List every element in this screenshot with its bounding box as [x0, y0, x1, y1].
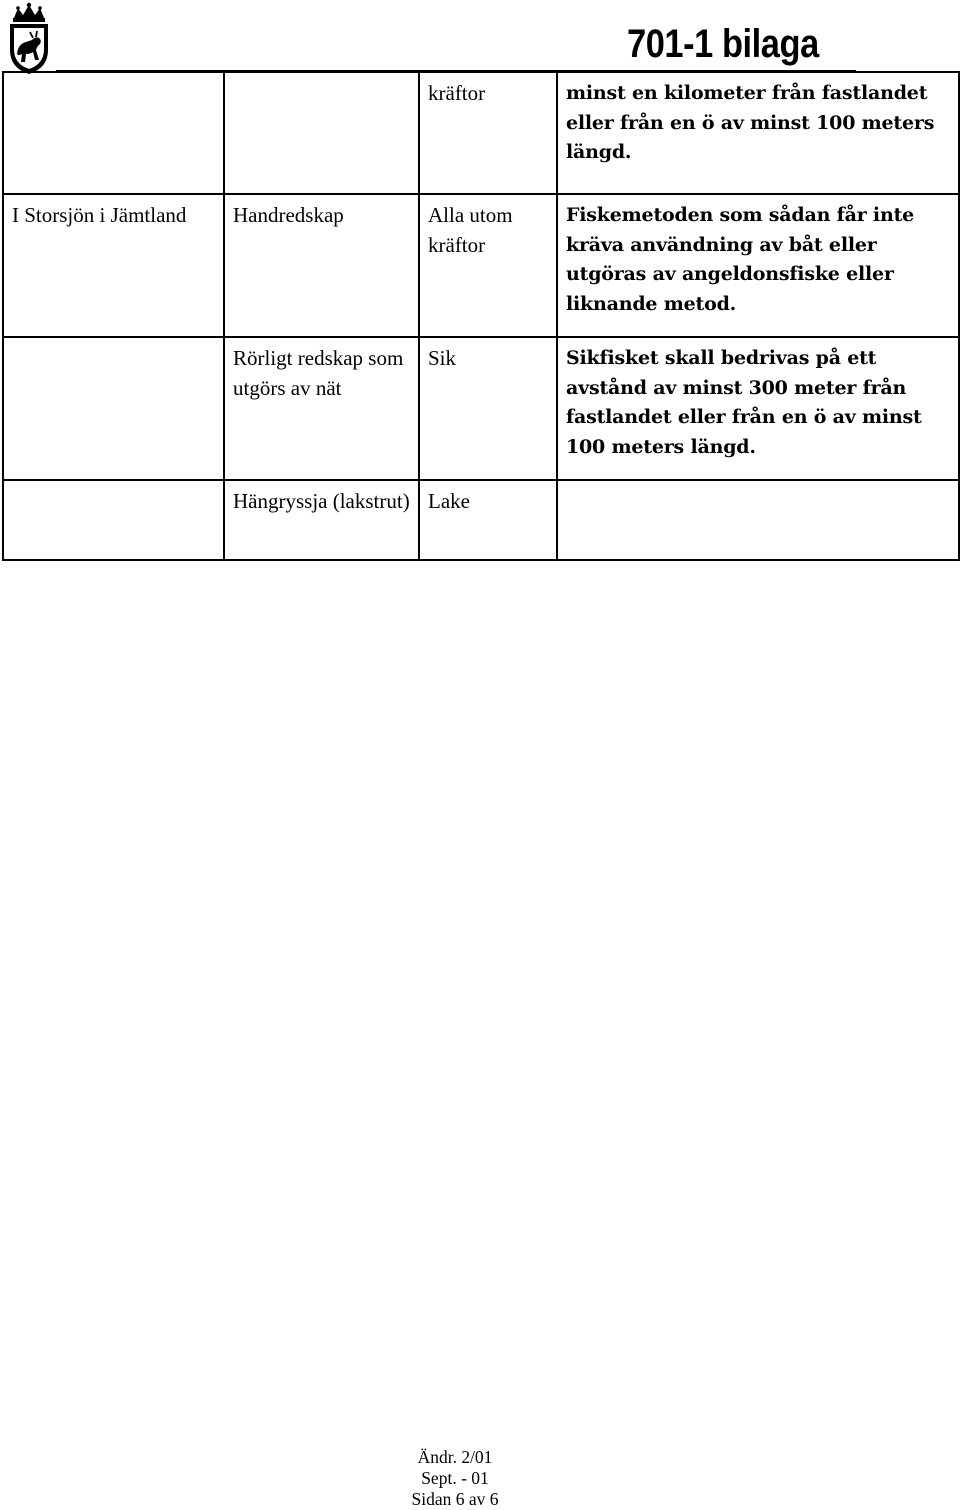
page-footer — [380, 1447, 530, 1510]
location-cell — [3, 480, 224, 560]
gear-cell — [224, 72, 419, 194]
date-label: Sept. - 01 — [421, 1468, 489, 1488]
species-cell: Sik — [419, 337, 557, 480]
table-row — [3, 337, 959, 480]
conditions-cell: Fiskemetoden som sådan får inte kräva användning av båt eller utgöras av angeldonsfiske eller liknande metod. — [557, 194, 959, 337]
revision-label: Ändr. 2/01 — [417, 1447, 493, 1467]
table-row — [3, 194, 959, 337]
table-row — [3, 480, 959, 560]
gear-cell: Rörligt redskap som utgörs av nät — [224, 337, 419, 480]
page-number: Sidan 6 av 6 — [411, 1489, 499, 1509]
conditions-cell — [557, 480, 959, 560]
species-cell: kräftor — [419, 72, 557, 194]
conditions-cell: minst en kilometer från fastlandet eller från en ö av minst 100 meters längd. — [557, 72, 959, 194]
location-cell — [3, 72, 224, 194]
fishing-rules-table — [2, 71, 960, 561]
conditions-cell: Sikfisket skall bedrivas på ett avstånd av minst 300 meter från fastlandet eller från en ö av minst 100 meters längd. — [557, 337, 959, 480]
species-cell: Lake — [419, 480, 557, 560]
species-cell: Alla utom kräftor — [419, 194, 557, 337]
location-cell — [3, 337, 224, 480]
document-title: 701-1 bilaga — [627, 22, 819, 66]
gear-cell: Handredskap — [224, 194, 419, 337]
coat-of-arms-icon — [6, 2, 52, 76]
location-cell: I Storsjön i Jämtland — [3, 194, 224, 337]
table-row — [3, 72, 959, 194]
gear-cell: Hängryssja (lakstrut) — [224, 480, 419, 560]
